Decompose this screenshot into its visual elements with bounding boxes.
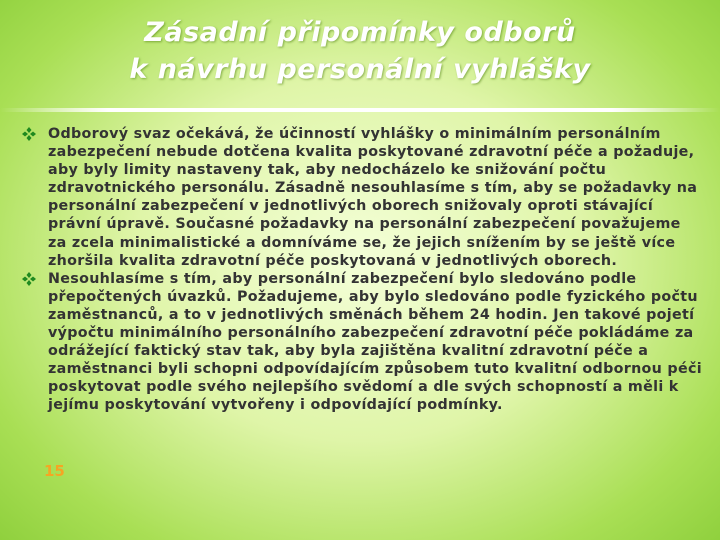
four-diamond-bullet-icon [22,272,36,286]
title-line-1: Zásadní připomínky odborů [144,17,576,48]
title-divider [0,108,720,112]
page-number: 15 [44,462,65,480]
bullet-list [22,125,702,415]
title-line-2: k návrhu personální vyhlášky [129,54,591,85]
bullet-text: Nesouhlasíme s tím, aby personální zabezpečení bylo sledováno podle přepočtených úvazků. Požadujeme, aby bylo sledováno podle fyzického počtu zaměstnanců, a to v jednotlivých směnách během 24 hodin. Jen takové pojetí výpočtu minimálního personálního zabezpečení zdravotní péče pokládáme za odrážející faktický stav tak, aby byla zajištěna kvalitní zdravotní péče a zaměstnanci byli schopni odpovídajícím způsobem tuto kvalitní odbornou péči poskytovat podle svého nejlepšího svědomí a dle svých schopností a měli k jejímu poskytování vytvořeny i odpovídající podmínky. [48,270,702,414]
slide-title [0,14,720,88]
bullet-item [22,125,702,270]
four-diamond-bullet-icon [22,127,36,141]
bullet-item [22,270,702,415]
bullet-text: Odborový svaz očekává, že účinností vyhlášky o minimálním personálním zabezpečení nebude dotčena kvalita poskytované zdravotní péče a požaduje, aby byly limity nastaveny tak, aby nedocházelo ke snižování počtu zdravotnického personálu. Zásadně nesouhlasíme s tím, aby se požadavky na personální zabezpečení v jednotlivých oborech snižovaly oproti stávající právní úpravě. Současné požadavky na personální zabezpečení považujeme za zcela minimalistické a domníváme se, že jejich snížením by se ještě více zhoršila kvalita zdravotní péče poskytovaná v jednotlivých oborech. [48,126,698,269]
